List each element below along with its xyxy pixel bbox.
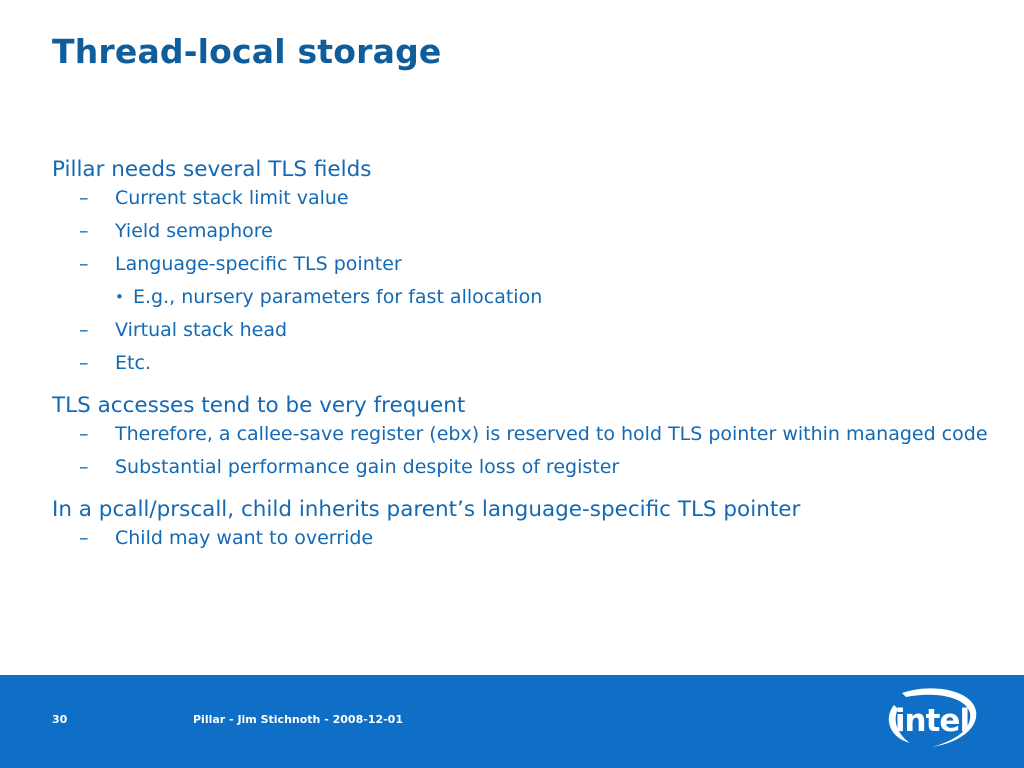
dash-marker: –: [79, 352, 89, 374]
intel-logo-icon: [880, 685, 980, 755]
sub-bullet: [52, 525, 992, 558]
slide-title: Thread-local storage: [52, 32, 442, 71]
bullet-group: [52, 495, 992, 558]
sub-bullet-text: Child may want to override: [115, 527, 374, 549]
slide-footer: [0, 675, 1024, 768]
sub-bullet-text: Current stack limit value: [115, 187, 349, 209]
sub-bullet-text: Yield semaphore: [115, 220, 273, 242]
logo-text: intel: [894, 703, 970, 739]
sub-bullet: [52, 218, 992, 251]
dot-marker: •: [115, 288, 124, 306]
bullet-text: TLS accesses tend to be very frequent: [52, 393, 466, 418]
sub-bullet: [52, 185, 992, 218]
sub-bullet-text: Etc.: [115, 352, 151, 374]
dash-marker: –: [79, 527, 89, 549]
sub-bullet: [52, 421, 992, 447]
dash-marker: –: [79, 187, 89, 209]
footer-text: Pillar - Jim Stichnoth - 2008-12-01: [193, 713, 403, 726]
sub-bullet-text: Substantial performance gain despite loss of register: [115, 456, 620, 478]
dash-marker: –: [79, 253, 89, 275]
sub-bullet-text: Language-specific TLS pointer: [115, 253, 402, 275]
bullet-group: [52, 391, 992, 487]
sub-sub-bullet-text: E.g., nursery parameters for fast allocation: [133, 286, 543, 308]
bullet-text: In a pcall/prscall, child inherits parent’s language-specific TLS pointer: [52, 497, 801, 522]
bullet-text: Pillar needs several TLS fields: [52, 157, 372, 182]
sub-bullet: [52, 251, 992, 284]
sub-sub-bullet: [52, 284, 992, 317]
bullet-group: [52, 155, 992, 383]
page-number: 30: [52, 713, 68, 726]
sub-bullet-text: Virtual stack head: [115, 319, 288, 341]
dash-marker: –: [79, 423, 89, 445]
dash-marker: –: [79, 456, 89, 478]
sub-bullet-text: Therefore, a callee-save register (ebx) is reserved to hold TLS pointer within managed code: [115, 423, 988, 445]
slide-content: [52, 155, 992, 558]
sub-bullet: [52, 350, 992, 383]
sub-bullet: [52, 317, 992, 350]
dash-marker: –: [79, 319, 89, 341]
sub-bullet: [52, 454, 992, 487]
dash-marker: –: [79, 220, 89, 242]
